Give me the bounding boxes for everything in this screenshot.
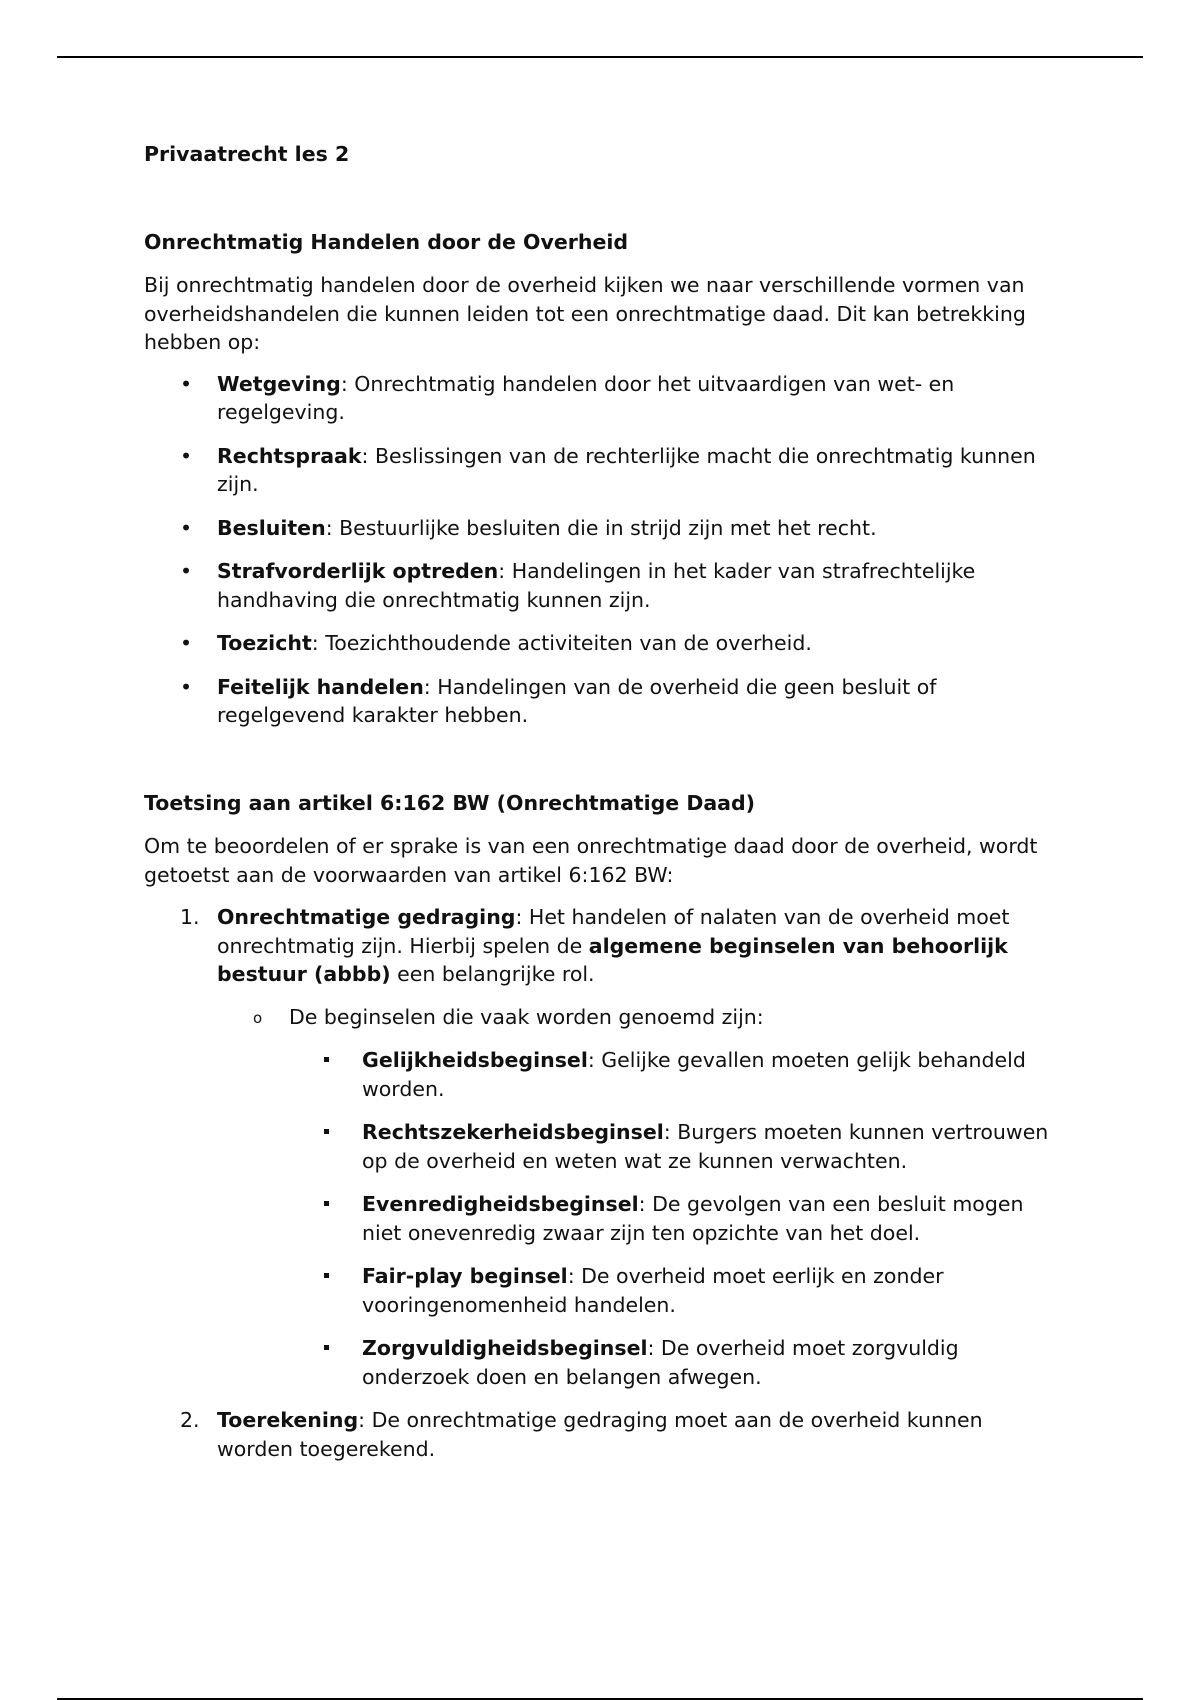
beginselen-list bbox=[217, 1046, 1064, 1391]
voorwaarden-list bbox=[144, 903, 1064, 1463]
list-item bbox=[144, 514, 1064, 543]
list-item-term: Rechtszekerheidsbeginsel bbox=[362, 1120, 664, 1144]
square-bullet-icon bbox=[324, 1273, 329, 1278]
list-item-term: Fair-play beginsel bbox=[362, 1264, 568, 1288]
list-item bbox=[144, 370, 1064, 427]
bullet-icon: • bbox=[180, 371, 193, 396]
list-item bbox=[144, 442, 1064, 499]
circle-bullet-icon: o bbox=[253, 1008, 263, 1027]
document-page bbox=[144, 140, 1064, 1477]
bullet-icon: • bbox=[180, 674, 193, 699]
page-top-rule bbox=[57, 56, 1143, 58]
overheidshandelen-list bbox=[144, 370, 1064, 730]
square-bullet-icon bbox=[324, 1201, 329, 1206]
list-item-term: Onrechtmatige gedraging bbox=[217, 905, 516, 929]
list-item-term: Wetgeving bbox=[217, 371, 341, 396]
list-item bbox=[144, 557, 1064, 614]
section-heading-toetsing: Toetsing aan artikel 6:162 BW (Onrechtmatige Daad) bbox=[144, 790, 756, 815]
list-item-term: Toerekening bbox=[217, 1408, 359, 1432]
section-intro-overheid: Bij onrechtmatig handelen door de overheid kijken we naar verschillende vormen van overheidshandelen die kunnen leiden tot een onrechtmatige daad. Dit kan betrekking hebben op: bbox=[144, 273, 1026, 354]
list-item-text: : Handelingen in het kader van strafrechtelijke handhaving die onrechtmatig kunnen zijn. bbox=[217, 559, 976, 612]
list-item-term: Evenredigheidsbeginsel bbox=[362, 1192, 639, 1216]
list-item-text: : Bestuurlijke besluiten die in strijd zijn met het recht. bbox=[325, 515, 877, 540]
item-number: 1. bbox=[180, 905, 200, 929]
sub-list-item bbox=[144, 1003, 1064, 1032]
list-item-text: : Het handelen of nalaten van de overheid moet onrechtmatig zijn. Hierbij spelen de bbox=[217, 905, 1010, 958]
bullet-icon: • bbox=[180, 631, 193, 655]
list-item-term: Toezicht bbox=[217, 631, 312, 655]
section-intro-toetsing: Om te beoordelen of er sprake is van een onrechtmatige daad door de overheid, wordt getoetst aan de voorwaarden van artikel 6:162 BW: bbox=[144, 834, 1038, 887]
list-item bbox=[144, 1262, 1064, 1319]
list-item-text: : Beslissingen van de rechterlijke macht die onrechtmatig kunnen zijn. bbox=[217, 443, 1036, 496]
list-item-text: : De overheid moet zorgvuldig onderzoek doen en belangen afwegen. bbox=[362, 1336, 959, 1389]
list-item-term: Feitelijk handelen bbox=[217, 674, 424, 699]
list-item-text: : Toezichthoudende activiteiten van de overheid. bbox=[311, 631, 812, 655]
list-item-term: Besluiten bbox=[217, 515, 326, 540]
numbered-item-toerekening bbox=[144, 1406, 1064, 1463]
square-bullet-icon bbox=[324, 1057, 329, 1062]
square-bullet-icon bbox=[324, 1129, 329, 1134]
bullet-icon: • bbox=[180, 559, 193, 583]
list-item bbox=[144, 673, 1064, 730]
list-item-text: : De overheid moet eerlijk en zonder vooringenomenheid handelen. bbox=[362, 1264, 944, 1317]
list-item-term: Zorgvuldigheidsbeginsel bbox=[362, 1336, 648, 1360]
list-item bbox=[144, 1046, 1064, 1103]
document-title: Privaatrecht les 2 bbox=[144, 142, 350, 166]
numbered-item-onrechtmatige-gedraging bbox=[144, 903, 1064, 1391]
list-item-term: Gelijkheidsbeginsel bbox=[362, 1048, 588, 1072]
list-item bbox=[144, 629, 1064, 658]
list-item-term: Strafvorderlijk optreden bbox=[217, 559, 499, 583]
list-item-text: : Gelijke gevallen moeten gelijk behandeld worden. bbox=[362, 1048, 1026, 1101]
list-item bbox=[144, 1334, 1064, 1391]
bullet-icon: • bbox=[180, 443, 193, 468]
list-item bbox=[144, 1190, 1064, 1247]
list-item-text: : Onrechtmatig handelen door het uitvaardigen van wet- en regelgeving. bbox=[217, 371, 955, 424]
list-item-text: : Handelingen van de overheid die geen besluit of regelgevend karakter hebben. bbox=[217, 674, 937, 727]
list-item-text: : De onrechtmatige gedraging moet aan de overheid kunnen worden toegerekend. bbox=[217, 1408, 983, 1461]
item-number: 2. bbox=[180, 1408, 200, 1432]
list-item bbox=[144, 1118, 1064, 1175]
sub-list-text: De beginselen die vaak worden genoemd zijn: bbox=[289, 1004, 764, 1029]
list-item-text: : Burgers moeten kunnen vertrouwen op de overheid en weten wat ze kunnen verwachten. bbox=[362, 1120, 1049, 1173]
list-item-term: Rechtspraak bbox=[217, 443, 362, 468]
list-item-text: een belangrijke rol. bbox=[390, 962, 595, 986]
section-heading-overheid: Onrechtmatig Handelen door de Overheid bbox=[144, 229, 629, 254]
list-item-emphasis: algemene beginselen van behoorlijk bestuur (abbb) bbox=[217, 933, 1008, 986]
list-item-text: : De gevolgen van een besluit mogen niet onevenredig zwaar zijn ten opzichte van het doel. bbox=[362, 1192, 1024, 1245]
bullet-icon: • bbox=[180, 515, 193, 540]
square-bullet-icon bbox=[324, 1345, 329, 1350]
